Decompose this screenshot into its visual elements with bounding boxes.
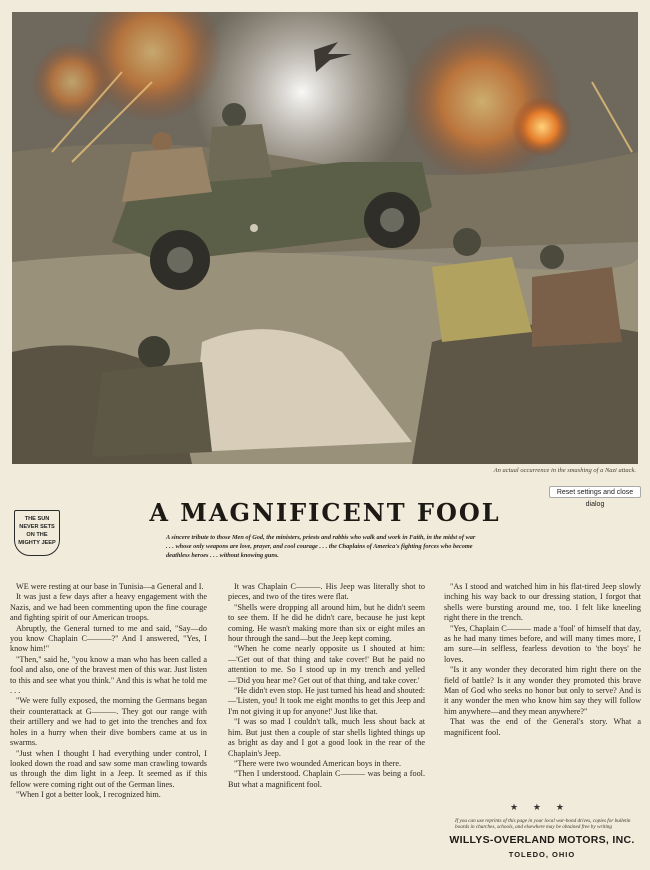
battle-illustration [12, 12, 638, 464]
paragraph: It was just a few days after a heavy engagement with the Nazis, and we had been commenting upon the fine courage and fighting spirit of our American troops. [10, 592, 207, 623]
illustration-caption: An actual occurrence in the smashing of a Nazi attack. [493, 467, 636, 474]
subheading: A sincere tribute to those Men of God, the ministers, priests and rabbis who walk and work in Faith, in the midst of war . . . whose only weapons are love, prayer, and cool courage . . . the Chaplains of America's fighting forces who become deathless heroes . . . without knowing guns. [166, 534, 476, 559]
paragraph: It was Chaplain C———. His Jeep was literally shot to pieces, and two of the tires were flat. [228, 582, 425, 602]
badge-line: NEVER SETS [19, 524, 55, 530]
page-title: A MAGNIFICENT FOOL [149, 498, 501, 527]
badge-line: MIGHTY JEEP [18, 540, 56, 546]
paragraph: "When I got a better look, I recognized him. [16, 790, 161, 800]
paragraph: "Is it any wonder they decorated him right there on the field of battle? Is it any wonder they promoted this brave Man of God who seeks no honor but only to serve? And is it any wonder the men who know him say they will follow him anywhere—and they mean anywhere?" [444, 665, 641, 716]
paragraph: "Then I understood. Chaplain C——— was being a fool. But what a magnificent fool. [228, 769, 425, 789]
paragraph: "There were two wounded American boys in there. [234, 758, 402, 768]
badge-line: THE SUN [24, 516, 50, 522]
paragraph: "When he come nearly opposite us I shouted at him:—'Get out of that thing and take cover!' But he paid no attention to me. So I stood up in my trench and yelled—'Did you hear me? Get out of that thing, and take cover.' [228, 644, 425, 685]
paragraph: "Just when I thought I had everything under control, I looked down the road and saw some man crawling towards us through the dim light in a Jeep. It seemed as if this fellow were coming right out of the German lines. [10, 748, 207, 789]
battle-painting [12, 12, 638, 464]
paragraph: Abruptly, the General turned to me and said, "Say—do you know Chaplain C———?" And I answered, "Yes, I know him!" [10, 623, 207, 654]
paragraph: "I was so mad I couldn't talk, much less shout back at him. But just then a couple of star shells lighted things up as bright as day and I got a good look in the rear of the Chaplain's Jeep. [228, 717, 425, 758]
body-column-3 [444, 582, 641, 738]
star-divider: ★ ★ ★ [510, 803, 570, 813]
paragraph: "As I stood and watched him in his flat-tired Jeep slowly inching his way back to our dressing station, I forgot that shells were bursting around me, too. I felt like kneeling right there in the trench. [444, 582, 641, 623]
paragraph: "Then," said he, "you know a man who has been called a fool and also, one of the bravest men of this war. Just listen to this and see what you think." And this is what he told me . . . [10, 654, 207, 696]
body-column-2 [228, 582, 425, 790]
paragraph: "Shells were dropping all around him, but he didn't seem to see them. If he did he didn't care, because he just kept coming. He wasn't making more than six or eight miles an hour through the sand—but the Jeep kept coming. [228, 602, 425, 644]
company-name: WILLYS-OVERLAND MOTORS, INC. [449, 834, 635, 846]
paragraph: "We were fully exposed, the morning the Germans began their counterattack at G———. They got our range with their artillery and we had to get into the trenches and fox holes in a hurry when their dive bombers came at us in swarms. [10, 696, 207, 748]
paragraph: That was the end of the General's story. What a magnificent fool. [444, 717, 641, 737]
paragraph: "He didn't even stop. He just turned his head and shouted:—'Listen, you! It took me eight months to get this Jeep and I'm not giving it up for anyone!' Just like that. [228, 686, 425, 716]
paragraph: "Yes, Chaplain C——— made a 'fool' of himself that day, as he had many times before, and will many times more, I am sure—in selfless, fearless devotion to 'the boys' he loves. [444, 623, 641, 664]
badge-line: ON THE [26, 532, 48, 538]
body-column-1 [10, 582, 207, 801]
reprint-note: If you can use reprints of this page in your local war-bond drives, copies for bulletin boards in churches, schools, and elsewhere may be obtained free by writing [455, 818, 631, 831]
paragraph: WE were resting at our base in Tunisia—a General and I. [16, 582, 204, 591]
reset-settings-button[interactable]: Reset settings and close dialog [549, 486, 641, 498]
company-city: TOLEDO, OHIO [508, 850, 576, 859]
